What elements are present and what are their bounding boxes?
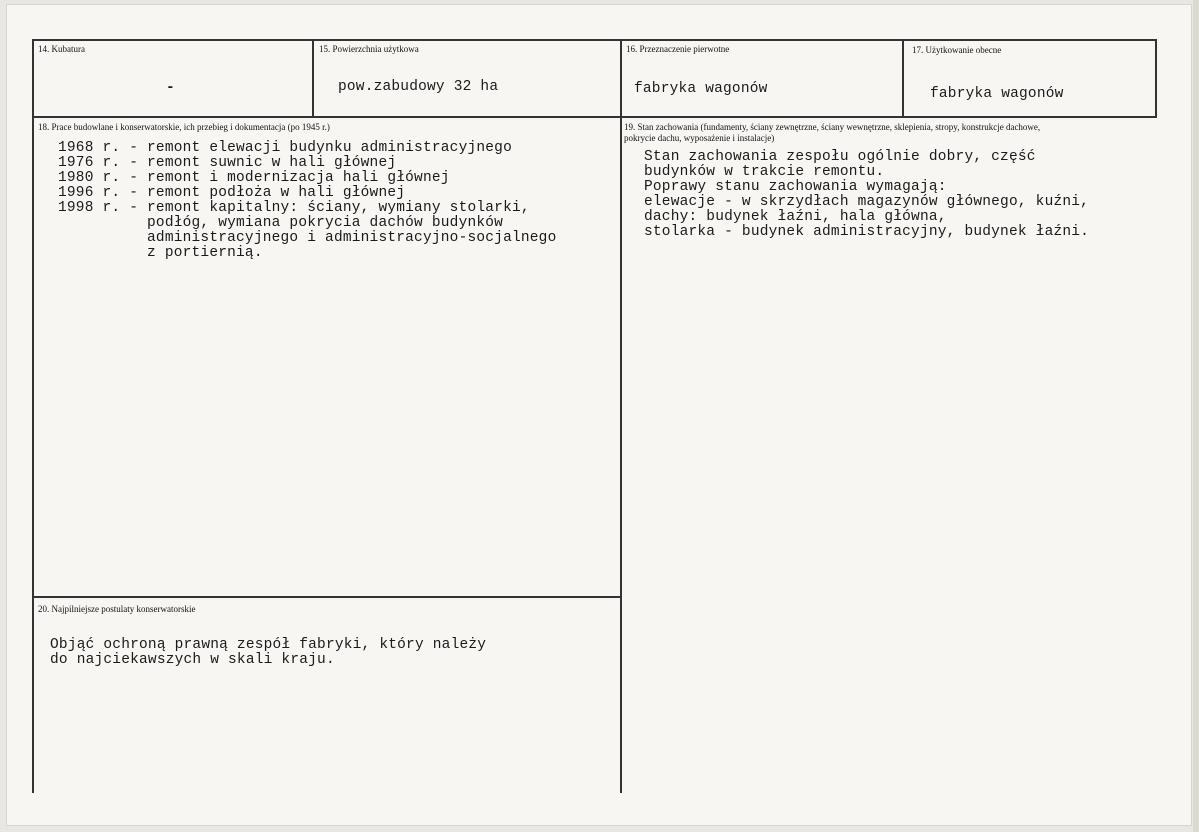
field15-label: 15. Powierzchnia użytkowa: [319, 44, 419, 54]
row1-divider: [32, 116, 1157, 118]
record-card: [6, 4, 1192, 826]
field18-line: 1996 r. - remont podłoża w hali głównej: [58, 185, 406, 201]
field17-label: 17. Użytkowanie obecne: [912, 45, 1002, 55]
field19-label-line2: pokrycie dachu, wyposażenie i instalacje): [624, 132, 775, 143]
field19-line: Stan zachowania zespołu ogólnie dobry, część: [644, 149, 1036, 165]
field20-divider: [32, 596, 620, 598]
col-divider-3: [902, 39, 904, 117]
right-border: [1155, 39, 1157, 117]
field18-line: 1980 r. - remont i modernizacja hali głównej: [58, 170, 450, 186]
col-divider-1: [312, 39, 314, 117]
field18-label: 18. Prace budowlane i konserwatorskie, ich przebieg i dokumentacja (po 1945 r.): [38, 122, 330, 132]
field20-line: Objąć ochroną prawną zespół fabryki, który należy: [50, 637, 487, 653]
field14-label: 14. Kubatura: [38, 44, 85, 54]
field16-value: fabryka wagonów: [634, 81, 768, 97]
field18-line: 1998 r. - remont kapitalny: ściany, wymiany stolarki,: [58, 200, 530, 216]
field14-value: -: [166, 80, 175, 96]
scan-edge: [1193, 0, 1199, 832]
field18-line: administracyjnego i administracyjno-socjalnego: [58, 230, 557, 246]
field19-line: stolarka - budynek administracyjny, budynek łaźni.: [644, 224, 1090, 240]
field19-line: Poprawy stanu zachowania wymagają:: [644, 179, 947, 195]
field19-label: [624, 122, 1040, 143]
field18-line: z portiernią.: [58, 245, 263, 261]
field19-label-line1: 19. Stan zachowania (fundamenty, ściany zewnętrzne, ściany wewnętrzne, sklepienia, stropy, konstrukcje dachowe,: [624, 122, 1041, 132]
field19-line: dachy: budynek łaźni, hala główna,: [644, 209, 947, 225]
top-border: [32, 39, 1157, 41]
field19-line: elewacje - w skrzydłach magazynów głównego, kuźni,: [644, 194, 1090, 210]
field16-label: 16. Przeznaczenie pierwotne: [626, 44, 730, 54]
field15-value: pow.zabudowy 32 ha: [338, 79, 499, 95]
col-divider-center: [620, 39, 622, 793]
field19-line: budynków w trakcie remontu.: [644, 164, 885, 180]
field18-line: podłóg, wymiana pokrycia dachów budynków: [58, 215, 504, 231]
field20-label: 20. Najpilniejsze postulaty konserwatorskie: [38, 604, 196, 614]
field18-line: 1976 r. - remont suwnic w hali głównej: [58, 155, 397, 171]
field17-value: fabryka wagonów: [930, 86, 1064, 102]
field20-line: do najciekawszych w skali kraju.: [50, 652, 335, 668]
left-border: [32, 39, 34, 793]
field18-line: 1968 r. - remont elewacji budynku administracyjnego: [58, 140, 512, 156]
